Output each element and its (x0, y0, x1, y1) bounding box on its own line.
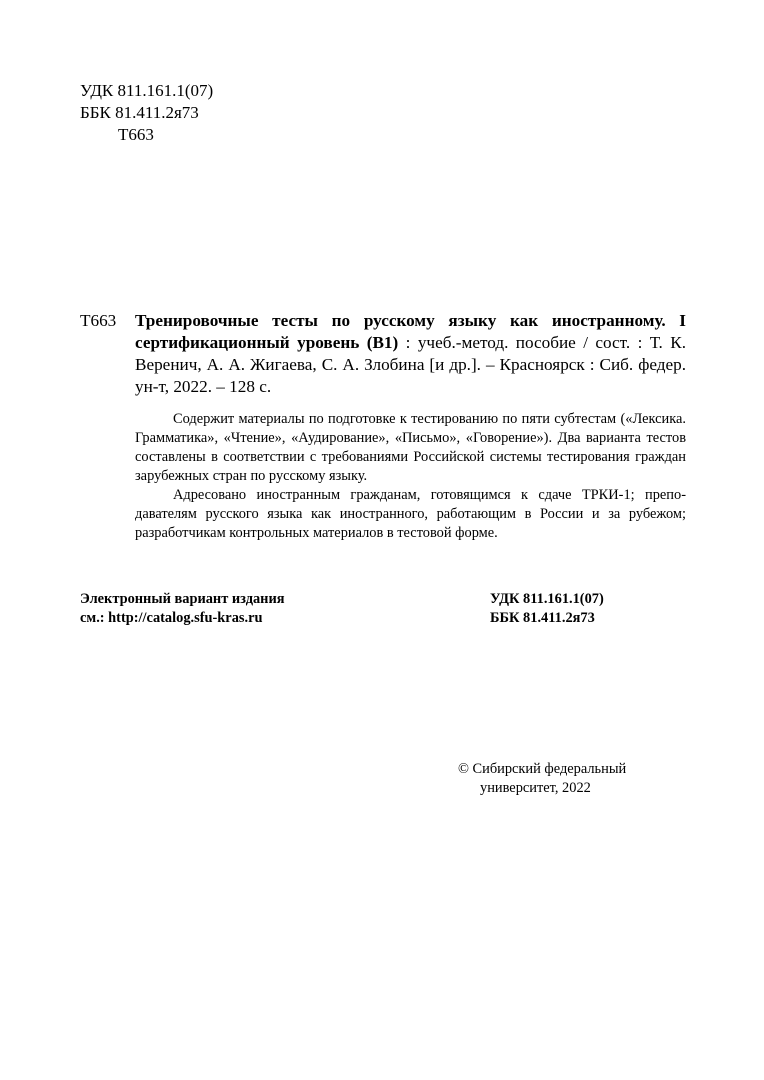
bibliographic-record (80, 310, 686, 398)
biblio-title: Тренировочные тесты по русскому языку как иностранному. I сертификационный уровень (В1) (135, 311, 686, 352)
biblio-details: : учеб.-метод. пособие / сост. : Т. К. Веренич, А. А. Жигаева, С. А. Злобина [и др.]. – Красноярск : Сиб. федер. ун-т, 2022. – 128 с. (135, 333, 687, 396)
copyright-notice (458, 760, 626, 798)
copyright-line-2: университет, 2022 (480, 780, 591, 796)
udk-code-bottom: УДК 811.161.1(07) (490, 591, 604, 607)
udk-code: УДК 811.161.1(07) (80, 81, 214, 100)
biblio-author-mark: Т663 (80, 311, 117, 330)
abstract (135, 410, 686, 543)
bbk-code: ББК 81.411.2я73 (80, 103, 199, 122)
abstract-paragraph-1: Содержит материалы по подготовке к тестированию по пяти субтестам («Лексика. Грамматика», «Чтение», «Аудирование», «Письмо», «Говорение»). Два варианта тестов составлены в соответствии с требованиями Российской системы тестирования граждан зарубежных стран по русскому языку. (135, 411, 686, 484)
author-mark: Т663 (118, 125, 154, 144)
bottom-classification-codes (490, 590, 604, 628)
electronic-edition-note (80, 590, 285, 628)
top-classification-codes (80, 80, 213, 146)
abstract-paragraph-2: Адресовано иностранным гражданам, готовящимся к сдаче ТРКИ-1; препо-давателям русского языка как иностранного, работающим в России и за рубежом; разработчикам контрольных материалов в тестовой форме. (135, 487, 686, 541)
copyright-line-1: © Сибирский федеральный (458, 761, 627, 777)
biblio-entry (135, 310, 686, 398)
electronic-edition-label: Электронный вариант издания (80, 591, 285, 607)
electronic-edition-url: см.: http://catalog.sfu-kras.ru (80, 610, 263, 626)
bbk-code-bottom: ББК 81.411.2я73 (490, 610, 595, 626)
